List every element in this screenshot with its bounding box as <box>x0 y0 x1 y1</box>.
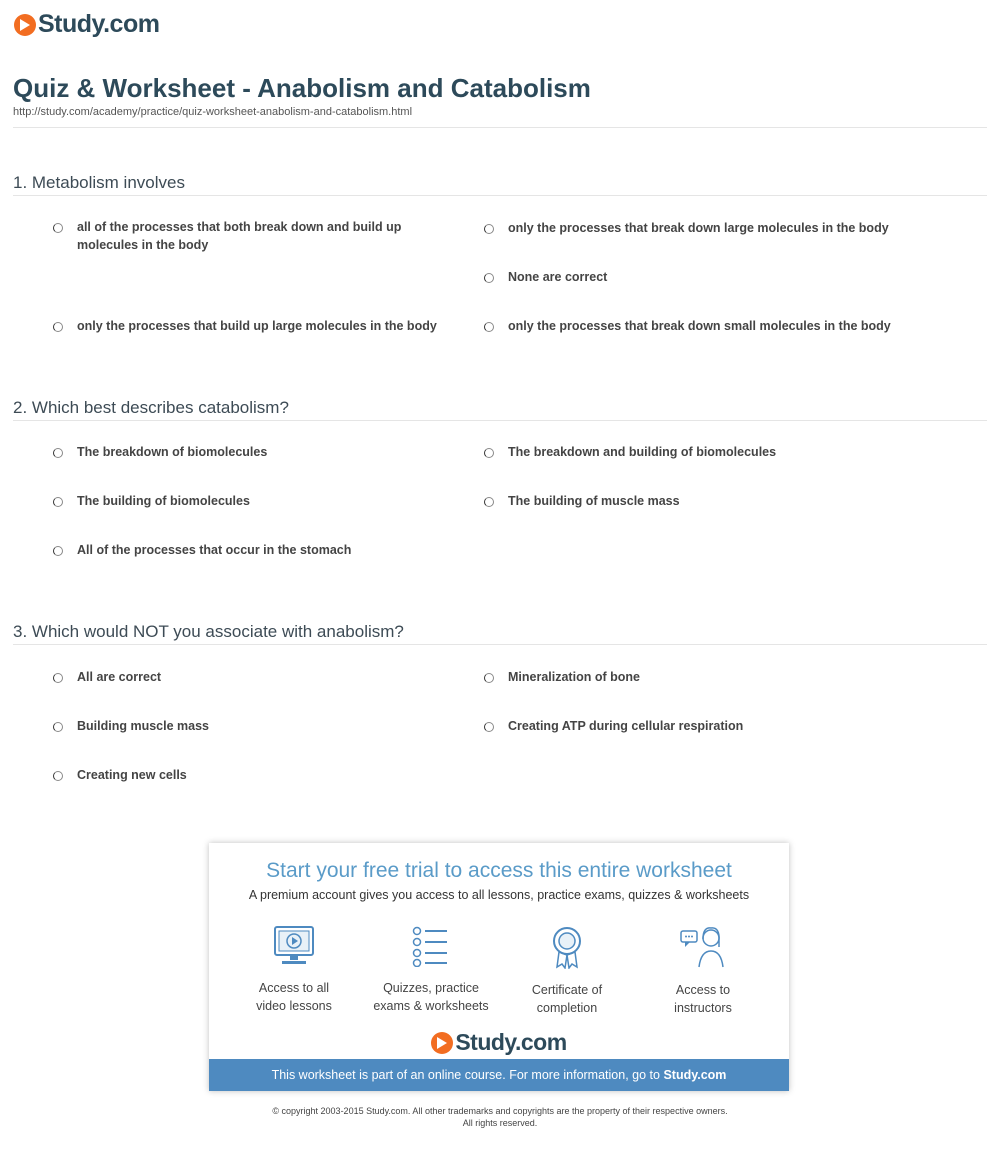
option-label: Creating new cells <box>77 768 187 782</box>
feature-label-line: exams & worksheets <box>373 999 489 1013</box>
radio-q1-opt3[interactable] <box>484 273 494 283</box>
option-label: All are correct <box>77 670 162 684</box>
divider <box>13 644 987 645</box>
feature-quizzes <box>361 925 501 1015</box>
video-lesson-icon <box>272 925 316 967</box>
footer <box>0 1105 1000 1129</box>
question-3: 3. Which would NOT you associate with anabolism? <box>13 622 404 641</box>
option-label: All of the processes that occur in the stomach <box>77 543 352 557</box>
radio-q1-opt2[interactable] <box>484 224 494 234</box>
divider <box>13 127 987 128</box>
copyright-line: © copyright 2003-2015 Study.com. All other trademarks and copyrights are the property of their respective owners. <box>272 1106 728 1116</box>
feature-label <box>497 981 637 1017</box>
option-label: all of the processes that both break down and build up molecules in the body <box>77 220 402 252</box>
play-logo-icon <box>431 1032 453 1054</box>
radio-q1-opt1[interactable] <box>53 223 63 233</box>
logo-text: Study.com <box>38 10 160 38</box>
radio-q1-opt5[interactable] <box>484 322 494 332</box>
option-label: only the processes that break down large molecules in the body <box>508 221 889 235</box>
radio-q2-opt5[interactable] <box>53 546 63 556</box>
question-2: 2. Which best describes catabolism? <box>13 398 289 417</box>
feature-label-line: Access to <box>675 983 731 997</box>
radio-q3-opt5[interactable] <box>53 771 63 781</box>
feature-label-line: instructors <box>674 1001 732 1015</box>
rights-line: All rights reserved. <box>462 1118 538 1128</box>
option-label: The building of biomolecules <box>77 494 250 508</box>
promo-subtitle: A premium account gives you access to all lessons, practice exams, quizzes & worksheets <box>248 888 750 902</box>
free-trial-promo <box>209 843 789 1091</box>
feature-instructors <box>633 925 773 1017</box>
question-1: 1. Metabolism involves <box>13 173 185 192</box>
option-label: only the processes that build up large molecules in the body <box>77 319 437 333</box>
feature-label <box>633 981 773 1017</box>
radio-q3-opt3[interactable] <box>53 722 63 732</box>
radio-q2-opt3[interactable] <box>53 497 63 507</box>
option-label: Building muscle mass <box>77 719 209 733</box>
option-label: Creating ATP during cellular respiration <box>508 719 744 733</box>
feature-label-line: Quizzes, practice <box>383 981 479 995</box>
logo-text: Study.com <box>455 1029 567 1055</box>
feature-label-line: completion <box>536 1001 598 1015</box>
certificate-icon <box>545 925 589 969</box>
promo-bar-link[interactable]: Study.com <box>663 1068 727 1082</box>
option-label: The building of muscle mass <box>508 494 680 508</box>
feature-certificate <box>497 925 637 1017</box>
promo-title[interactable]: Start your free trial to access this entire worksheet <box>266 859 732 882</box>
play-logo-icon <box>14 14 36 36</box>
instructor-icon <box>679 925 727 969</box>
radio-q3-opt2[interactable] <box>484 673 494 683</box>
option-label: Mineralization of bone <box>508 670 640 684</box>
promo-bar-text: This worksheet is part of an online course. For more information, go to <box>271 1068 660 1082</box>
promo-info-bar <box>209 1059 789 1091</box>
feature-label-line: video lessons <box>256 999 332 1013</box>
quiz-list-icon <box>409 925 453 967</box>
promo-study-logo[interactable] <box>209 1029 789 1056</box>
radio-q3-opt1[interactable] <box>53 673 63 683</box>
radio-q2-opt2[interactable] <box>484 448 494 458</box>
radio-q1-opt4[interactable] <box>53 322 63 332</box>
page-url[interactable]: http://study.com/academy/practice/quiz-worksheet-anabolism-and-catabolism.html <box>13 106 413 118</box>
divider <box>13 420 987 421</box>
study-logo[interactable] <box>14 10 159 39</box>
feature-label-line: Access to all <box>258 981 330 995</box>
option-label: None are correct <box>508 270 608 284</box>
feature-label-line: Certificate of <box>531 983 603 997</box>
divider <box>13 195 987 196</box>
option-label: only the processes that break down small molecules in the body <box>508 319 891 333</box>
feature-label <box>224 979 364 1015</box>
feature-label <box>361 979 501 1015</box>
feature-video-lessons <box>224 925 364 1015</box>
page-title: Quiz & Worksheet - Anabolism and Catabolism <box>13 73 591 103</box>
option-label: The breakdown and building of biomolecules <box>508 445 777 459</box>
radio-q3-opt4[interactable] <box>484 722 494 732</box>
radio-q2-opt4[interactable] <box>484 497 494 507</box>
radio-q2-opt1[interactable] <box>53 448 63 458</box>
option-label: The breakdown of biomolecules <box>77 445 268 459</box>
